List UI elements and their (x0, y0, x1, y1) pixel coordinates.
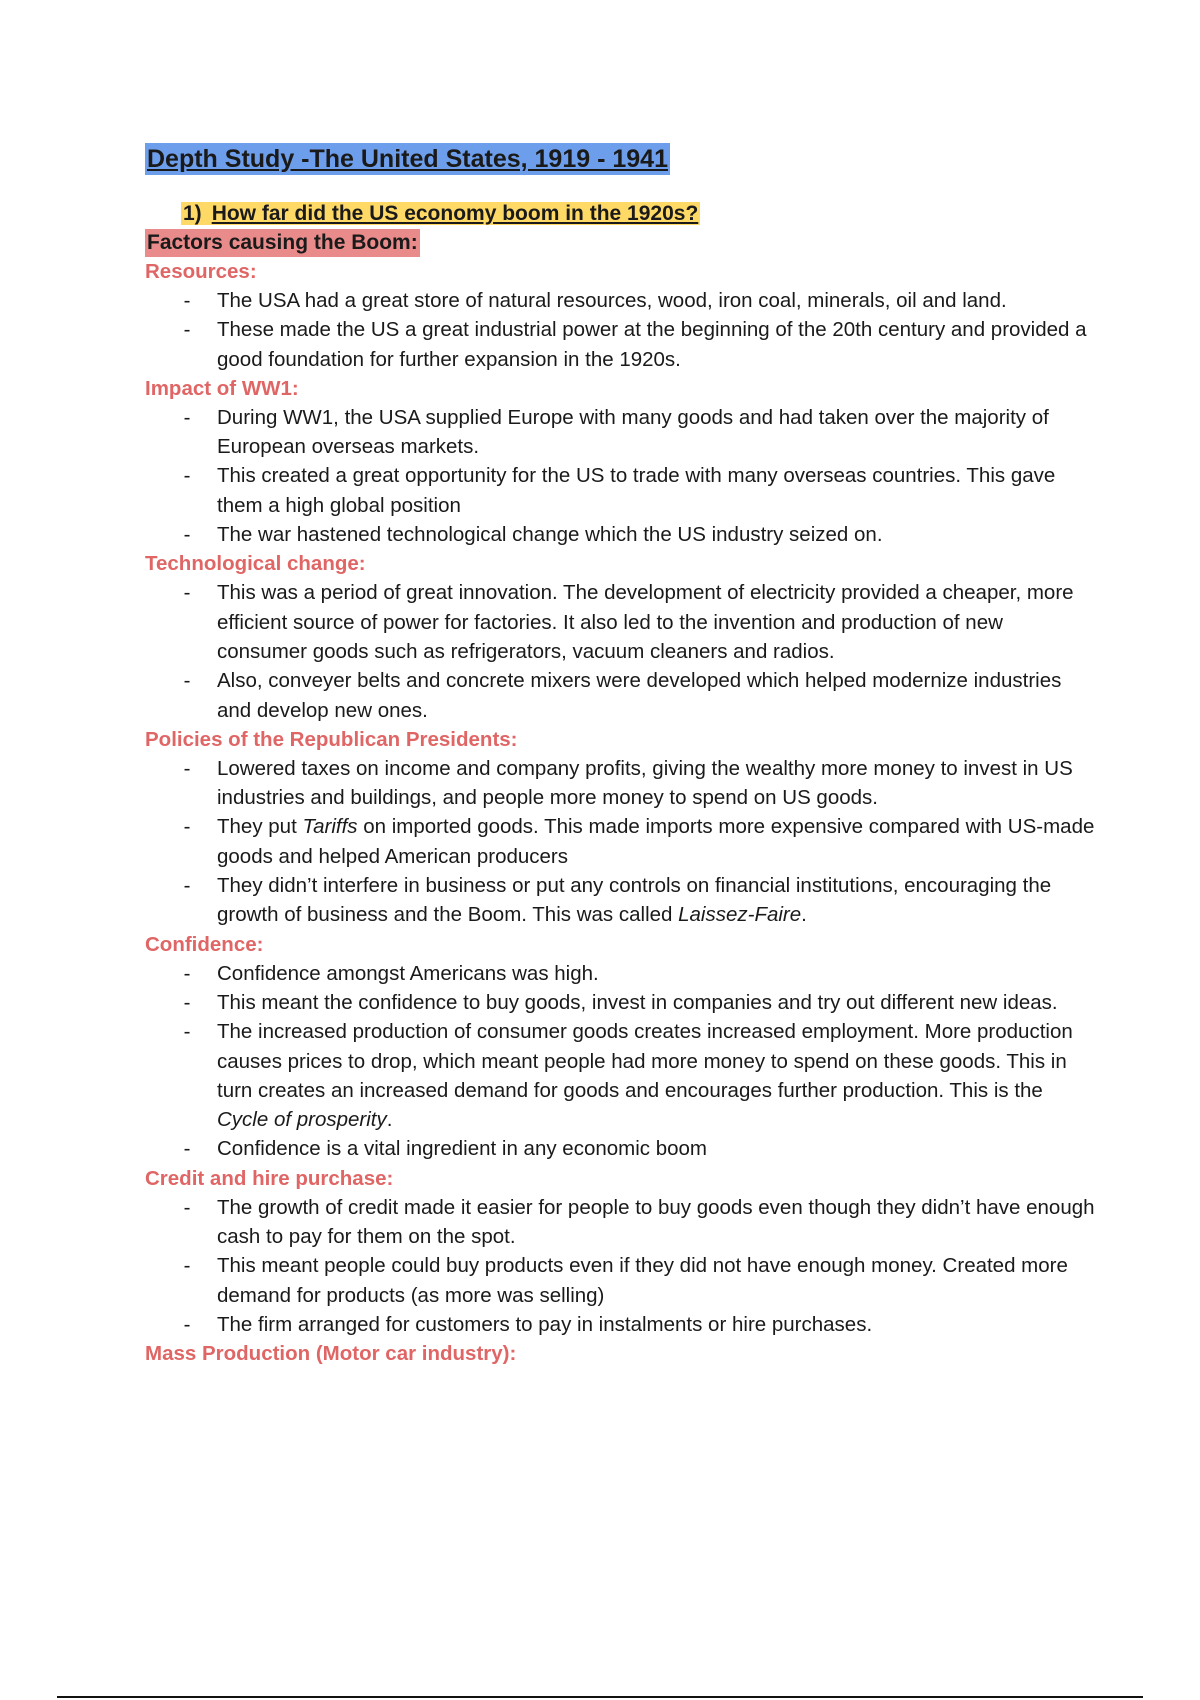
bullet-list (145, 403, 1095, 549)
bullet-item (183, 578, 1095, 666)
sections-container (145, 257, 1095, 1368)
bullet-text: This created a great opportunity for the US to trade with many overseas countries. This gave them a high global position (217, 464, 1056, 517)
bullet-text: The growth of credit made it easier for people to buy goods even though they didn’t have enough cash to pay for them on the spot. (217, 1195, 1095, 1249)
bullet-dash: - (183, 405, 191, 429)
bullet-item (183, 315, 1095, 374)
bullet-list (145, 286, 1095, 374)
bullet-item (183, 666, 1095, 725)
bullet-text: Confidence is a vital ingredient in any economic boom (217, 1137, 707, 1161)
bullet-text: The increased production of consumer goods creates increased employment. More production causes prices to drop, which meant people had more money to spend on these goods. This in turn creates an increased demand for goods and encourages further production. This is the (217, 1020, 1073, 1102)
bullet-item (183, 461, 1095, 520)
bullet-dash: - (183, 1254, 191, 1278)
bullet-text: The war hastened technological change which the US industry seized on. (217, 523, 883, 547)
bullet-text: on imported goods. This made imports more expensive compared with US-made goods and helped American producers (217, 815, 1095, 868)
page-title-row (145, 143, 1095, 175)
bullet-dash: - (183, 289, 191, 312)
bullet-list (145, 578, 1095, 724)
bullet-dash: - (183, 1137, 191, 1161)
section-heading: Mass Production (Motor car industry): (145, 1342, 517, 1366)
section-heading: Impact of WW1: (145, 376, 299, 400)
bullet-item (183, 520, 1095, 549)
bullet-item (183, 286, 1095, 315)
bullet-item (183, 1134, 1095, 1163)
bullet-dash: - (183, 874, 191, 898)
section-heading: Credit and hire purchase: (145, 1166, 394, 1190)
bullet-dash: - (183, 815, 191, 839)
bullet-item (183, 959, 1095, 988)
bullet-text: . (801, 903, 807, 927)
question-text: How far did the US economy boom in the 1920s? (211, 202, 699, 225)
bullet-item (183, 1310, 1095, 1339)
bullet-dash: - (183, 523, 191, 547)
bullet-item (183, 1193, 1095, 1252)
bullet-dash: - (183, 961, 191, 985)
bullet-item (183, 812, 1095, 871)
question-number: 1) (183, 202, 202, 225)
bullet-text: They didn’t interfere in business or put any controls on financial institutions, encouraging the growth of business and the Boom. This was called (217, 874, 1052, 927)
section-heading: Technological change: (145, 552, 366, 576)
bullet-dash: - (183, 756, 191, 780)
factors-heading: Factors causing the Boom: (145, 229, 420, 257)
bullet-dash: - (183, 669, 191, 693)
bullet-dash: - (183, 990, 191, 1014)
bullet-text: Lowered taxes on income and company profits, giving the wealthy more money to invest in US industries and buildings, and people more money to spend on US goods. (217, 756, 1073, 810)
bullet-item (183, 1017, 1095, 1134)
bullet-item (183, 988, 1095, 1017)
bullet-dash: - (183, 464, 191, 488)
bullet-text: This meant the confidence to buy goods, invest in companies and try out different new ideas. (217, 990, 1058, 1014)
factors-heading-row (145, 228, 1095, 257)
section-heading: Policies of the Republican Presidents: (145, 727, 518, 751)
bullet-text: These made the US a great industrial power at the beginning of the 20th century and provided a good foundation for further expansion in the 1920s. (217, 318, 1087, 371)
section-heading: Resources: (145, 260, 257, 283)
bullet-text: . (386, 1108, 393, 1132)
section-heading: Confidence: (145, 932, 264, 956)
bullet-item (183, 1251, 1095, 1310)
document-content (145, 143, 1095, 1368)
question-heading (181, 200, 1095, 228)
page-title: Depth Study -The United States, 1919 - 1941 (147, 145, 668, 173)
bullet-text: They put (217, 815, 303, 839)
bullet-list (145, 1193, 1095, 1339)
footer-rule (57, 1696, 1143, 1698)
bullet-dash: - (183, 1312, 191, 1336)
bullet-text: The USA had a great store of natural resources, wood, iron coal, minerals, oil and land. (217, 289, 1007, 312)
bullet-text: Confidence amongst Americans was high. (217, 961, 599, 985)
bullet-item (183, 871, 1095, 930)
bullet-text: This was a period of great innovation. The development of electricity provided a cheaper, more efficient source of power for factories. It also led to the invention and production of new consumer goods such as refrigerators, vacuum cleaners and radios. (217, 581, 1074, 663)
bullet-list (145, 754, 1095, 930)
bullet-text: Also, conveyer belts and concrete mixers were developed which helped modernize industries and develop new ones. (217, 669, 1062, 722)
bullet-dash: - (183, 318, 191, 342)
emphasis-text: Cycle of prosperity (217, 1108, 387, 1132)
bullet-list (145, 959, 1095, 1164)
bullet-dash: - (183, 581, 191, 605)
bullet-text: During WW1, the USA supplied Europe with many goods and had taken over the majority of European overseas markets. (217, 405, 1049, 459)
bullet-dash: - (183, 1195, 191, 1219)
emphasis-text: Tariffs (302, 815, 358, 839)
emphasis-text: Laissez-Faire (678, 903, 802, 927)
bullet-item (183, 754, 1095, 813)
bullet-dash: - (183, 1020, 191, 1044)
bullet-text: This meant people could buy products even if they did not have enough money. Created more demand for products (as more was selling) (217, 1254, 1068, 1307)
bullet-text: The firm arranged for customers to pay in instalments or hire purchases. (217, 1312, 873, 1336)
question-highlight (181, 202, 700, 225)
bullet-item (183, 403, 1095, 462)
